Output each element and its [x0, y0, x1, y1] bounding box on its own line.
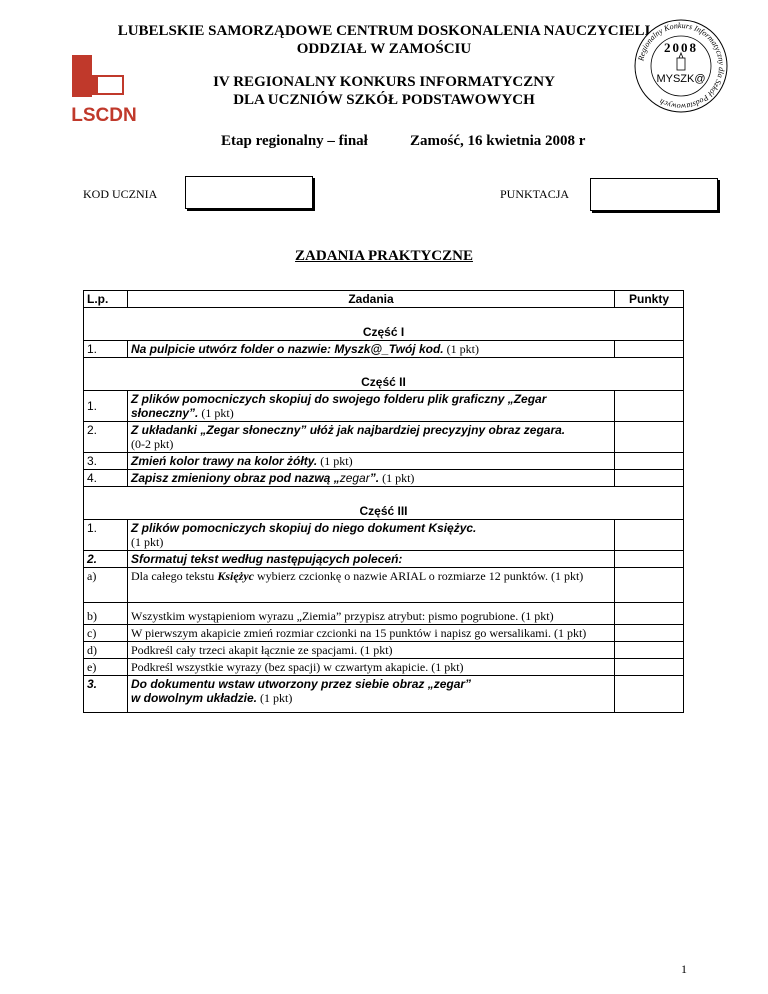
points-cell[interactable] — [615, 625, 684, 642]
points-cell[interactable] — [615, 341, 684, 358]
subtask-text: Podkreśl cały trzeci akapit łącznie ze spacjami. (1 pkt) — [128, 642, 615, 659]
date-label: Zamość, 16 kwietnia 2008 r — [410, 133, 586, 149]
subtask-text: Podkreśl wszystkie wyrazy (bez spacji) w czwartym akapicie. (1 pkt) — [128, 659, 615, 676]
subtask-text: Wszystkim wystąpieniom wyrazu „Ziemia” przypisz atrybut: pismo pogrubione. (1 pkt) — [128, 603, 615, 625]
part-row — [84, 487, 684, 520]
task-text: Zapisz zmieniony obraz pod nazwą „zegar”. (1 pkt) — [128, 470, 615, 487]
score-label: PUNKTACJA — [500, 187, 570, 201]
part-title: Część III — [359, 504, 408, 518]
subtask-letter: a) — [84, 568, 128, 603]
subtask-letter: d) — [84, 642, 128, 659]
lscdn-logo — [68, 55, 140, 127]
points-cell[interactable] — [615, 676, 684, 713]
subtask-text: Dla całego tekstu Księżyc wybierz czcionkę o nazwie ARIAL o rozmiarze 12 punktów. (1 pkt) — [128, 568, 615, 603]
subtask-letter: c) — [84, 625, 128, 642]
col-header-tasks: Zadania — [128, 291, 615, 308]
subtask-letter: b) — [84, 603, 128, 625]
table-row — [84, 603, 684, 625]
svg-text:2008: 2008 — [664, 40, 698, 55]
table-row — [84, 520, 684, 551]
table-row — [84, 659, 684, 676]
part-title: Część II — [361, 375, 406, 389]
svg-text:Regionalny Konkurs Informatycz: Regionalny Konkurs Informatyczny dla Szkół Podstawowych — [636, 20, 727, 112]
points-cell[interactable] — [615, 551, 684, 568]
task-text: Z plików pomocniczych skopiuj do niego dokument Księżyc. (1 pkt) — [128, 520, 615, 551]
student-code-field[interactable] — [185, 176, 313, 209]
points-cell[interactable] — [615, 470, 684, 487]
table-row — [84, 625, 684, 642]
contest-subtitle: DLA UCZNIÓW SZKÓŁ PODSTAWOWYCH — [233, 92, 535, 108]
task-text: Na pulpicie utwórz folder o nazwie: Myszk@_Twój kod. (1 pkt) — [128, 341, 615, 358]
contest-title: IV REGIONALNY KONKURS INFORMATYCZNY — [213, 74, 555, 90]
task-number: 1. — [84, 520, 128, 551]
task-number: 2. — [84, 422, 128, 453]
table-row — [84, 422, 684, 453]
subtask-text: W pierwszym akapicie zmień rozmiar czcionki na 15 punktów i napisz go wersalikami. (1 pkt) — [128, 625, 615, 642]
score-field[interactable] — [590, 178, 718, 211]
table-row — [84, 642, 684, 659]
task-text: Do dokumentu wstaw utworzony przez siebie obraz „zegar” w dowolnym układzie. (1 pkt) — [128, 676, 615, 713]
part-title: Część I — [362, 325, 405, 339]
part-row — [84, 358, 684, 391]
table-row — [84, 341, 684, 358]
points-cell[interactable] — [615, 391, 684, 422]
part-row — [84, 308, 684, 341]
table-row — [84, 453, 684, 470]
points-cell[interactable] — [615, 453, 684, 470]
task-text: Zmień kolor trawy na kolor żółty. (1 pkt) — [128, 453, 615, 470]
page-number: 1 — [681, 962, 687, 976]
stage-label: Etap regionalny – finał — [221, 133, 368, 149]
task-number: 1. — [84, 341, 128, 358]
student-code-label: KOD UCZNIA — [83, 187, 158, 201]
points-cell[interactable] — [615, 659, 684, 676]
subtask-letter: e) — [84, 659, 128, 676]
table-row — [84, 568, 684, 603]
col-header-lp: L.p. — [84, 291, 128, 308]
points-cell[interactable] — [615, 568, 684, 603]
table-row — [84, 676, 684, 713]
points-cell[interactable] — [615, 520, 684, 551]
points-cell[interactable] — [615, 642, 684, 659]
tasks-table — [83, 290, 684, 713]
institution-name: LUBELSKIE SAMORZĄDOWE CENTRUM DOSKONALENIA NAUCZYCIELI — [117, 23, 651, 39]
section-title: ZADANIA PRAKTYCZNE — [295, 248, 473, 264]
table-row — [84, 470, 684, 487]
points-cell[interactable] — [615, 422, 684, 453]
table-row — [84, 551, 684, 568]
task-text: Z plików pomocniczych skopiuj do swojego folderu plik graficzny „Zegar słoneczny”. (1 pkt) — [128, 391, 615, 422]
svg-text:LSCDN: LSCDN — [71, 105, 137, 126]
contest-seal — [633, 18, 729, 114]
col-header-points: Punkty — [615, 291, 684, 308]
svg-text:MYSZK@: MYSZK@ — [656, 73, 706, 85]
task-number: 1. — [84, 391, 128, 422]
institution-branch: ODDZIAŁ W ZAMOŚCIU — [296, 41, 472, 57]
points-cell[interactable] — [615, 603, 684, 625]
task-number: 2. — [84, 551, 128, 568]
task-text: Z układanki „Zegar słoneczny” ułóż jak najbardziej precyzyjny obraz zegara. (0-2 pkt) — [128, 422, 615, 453]
task-number: 3. — [84, 453, 128, 470]
task-text: Sformatuj tekst według następujących poleceń: — [128, 551, 615, 568]
task-number: 4. — [84, 470, 128, 487]
task-number: 3. — [84, 676, 128, 713]
table-row — [84, 391, 684, 422]
